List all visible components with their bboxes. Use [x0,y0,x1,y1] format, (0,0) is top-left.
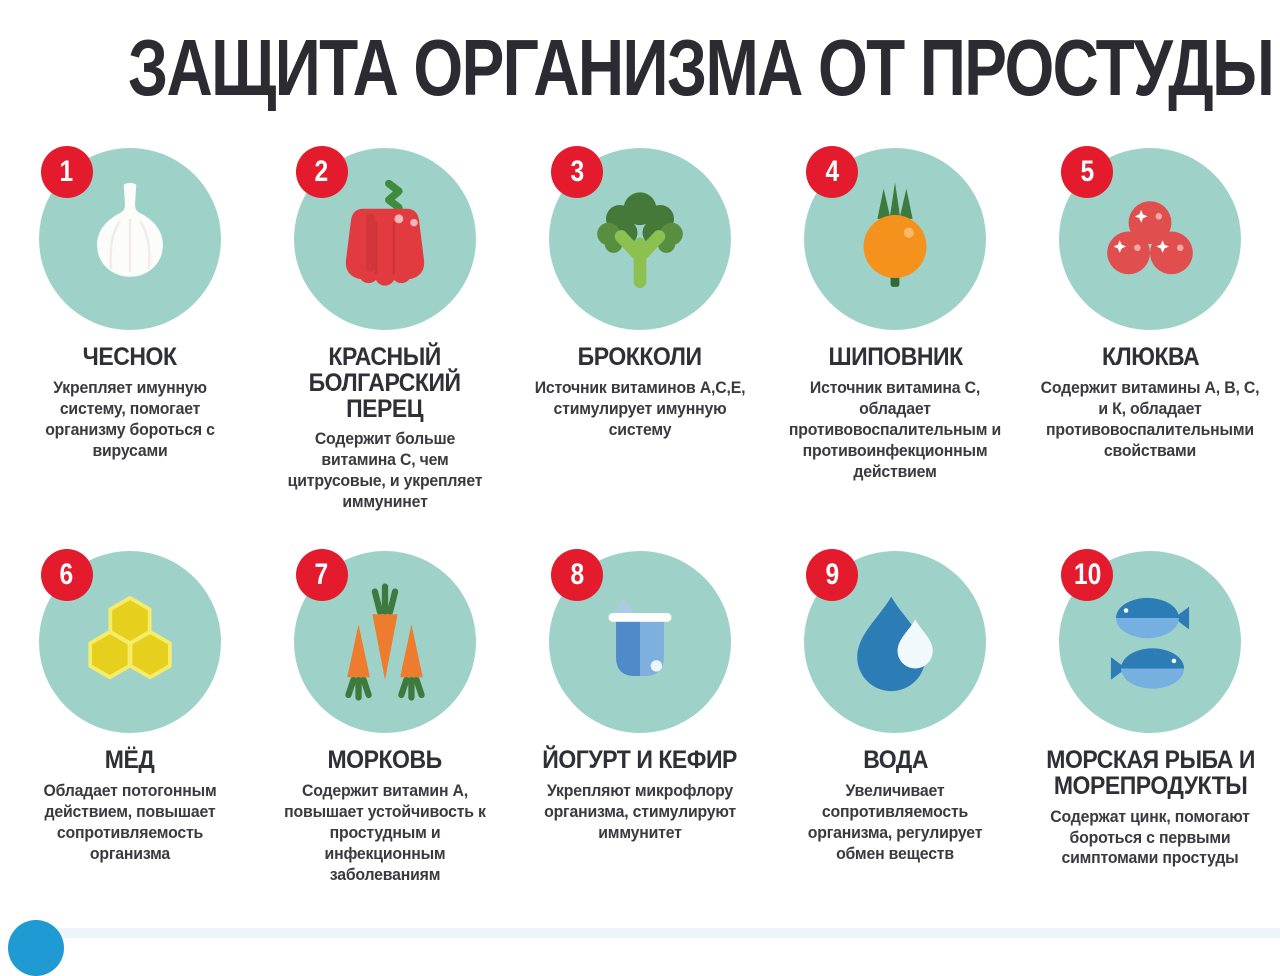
number-badge-5: 5 [1061,146,1113,198]
number-badge-4: 4 [806,146,858,198]
food-grid [2,148,1278,886]
yogurt-kefir-icon [577,579,703,705]
food-title-rosehip: ШИПОВНИК [828,343,963,371]
food-description-honey: Обладает потогонным действием, повышает сопротивляемость организма [43,781,217,863]
number-badge-10: 10 [1061,549,1113,601]
number-badge-6: 6 [41,549,93,601]
food-description-broccoli: Источник витаминов А,С,Е, стимулирует имунную систему [534,378,746,439]
food-description-fish: Содержат цинк, помогают бороться с первыми симптомами простуды [1050,807,1251,868]
food-description-cranberry: Содержит витамины А, В, С, и К, обладает противовоспалительными свойствами [1041,378,1260,460]
number-badge-8: 8 [551,549,603,601]
food-title-broccoli: БРОККОЛИ [578,343,702,371]
footer-band [14,928,1280,938]
header [0,0,1280,114]
food-title-pepper: КРАСНЫЙ БОЛГАРСКИЙ ПЕРЕЦ [308,343,461,423]
page-title: ЗАЩИТА ОРГАНИЗМА ОТ ПРОСТУДЫ [128,23,1274,112]
card-pepper [257,148,512,513]
honeycomb-icon [67,579,193,705]
card-yogurt [512,551,767,886]
carrots-icon [322,579,448,705]
food-description-carrot: Содержит витамин А, повышает устойчивость к простудным и инфекционным заболеваниям [283,781,486,884]
sea-fish-icon [1087,579,1213,705]
food-title-yogurt: ЙОГУРТ И КЕФИР [542,746,738,775]
card-cranberry [1023,148,1278,513]
food-description-pepper: Содержит больше витамина С, чем цитрусовые, и укрепляет иммунинет [287,430,483,512]
card-honey [2,551,257,886]
food-description-water: Увеличивает сопротивляемость организма, регулирует обмен веществ [807,781,983,863]
card-fish [1023,551,1278,886]
food-title-carrot: МОРКОВЬ [327,746,442,775]
number-badge-9: 9 [806,549,858,601]
food-description-yogurt: Укрепляют микрофлору организма, стимулируют иммунитет [544,781,736,842]
garlic-icon [67,176,193,302]
number-badge-7: 7 [296,549,348,601]
food-title-fish: МОРСКАЯ РЫБА И МОРЕПРОДУКТЫ [1046,746,1255,800]
cranberry-icon [1087,176,1213,302]
blue-circle-logo [8,920,64,976]
card-garlic [2,148,257,513]
number-badge-1: 1 [41,146,93,198]
rosehip-icon [832,176,958,302]
card-water [768,551,1023,886]
food-title-cranberry: КЛЮКВА [1101,343,1200,371]
card-broccoli [512,148,767,513]
number-badge-3: 3 [551,146,603,198]
food-description-garlic: Укрепляет имунную систему, помогает организму бороться с вирусами [44,378,215,460]
number-badge-2: 2 [296,146,348,198]
card-carrot [257,551,512,886]
broccoli-icon [577,176,703,302]
food-title-water: ВОДА [862,746,928,775]
food-description-rosehip: Источник витамина С, обладает противовоспалительным и противоинфекционным действием [789,378,1002,481]
food-title-honey: МЁД [104,746,155,775]
red-bell-pepper-icon [322,176,448,302]
food-title-garlic: ЧЕСНОК [82,343,177,371]
card-rosehip [768,148,1023,513]
water-drop-icon [832,579,958,705]
